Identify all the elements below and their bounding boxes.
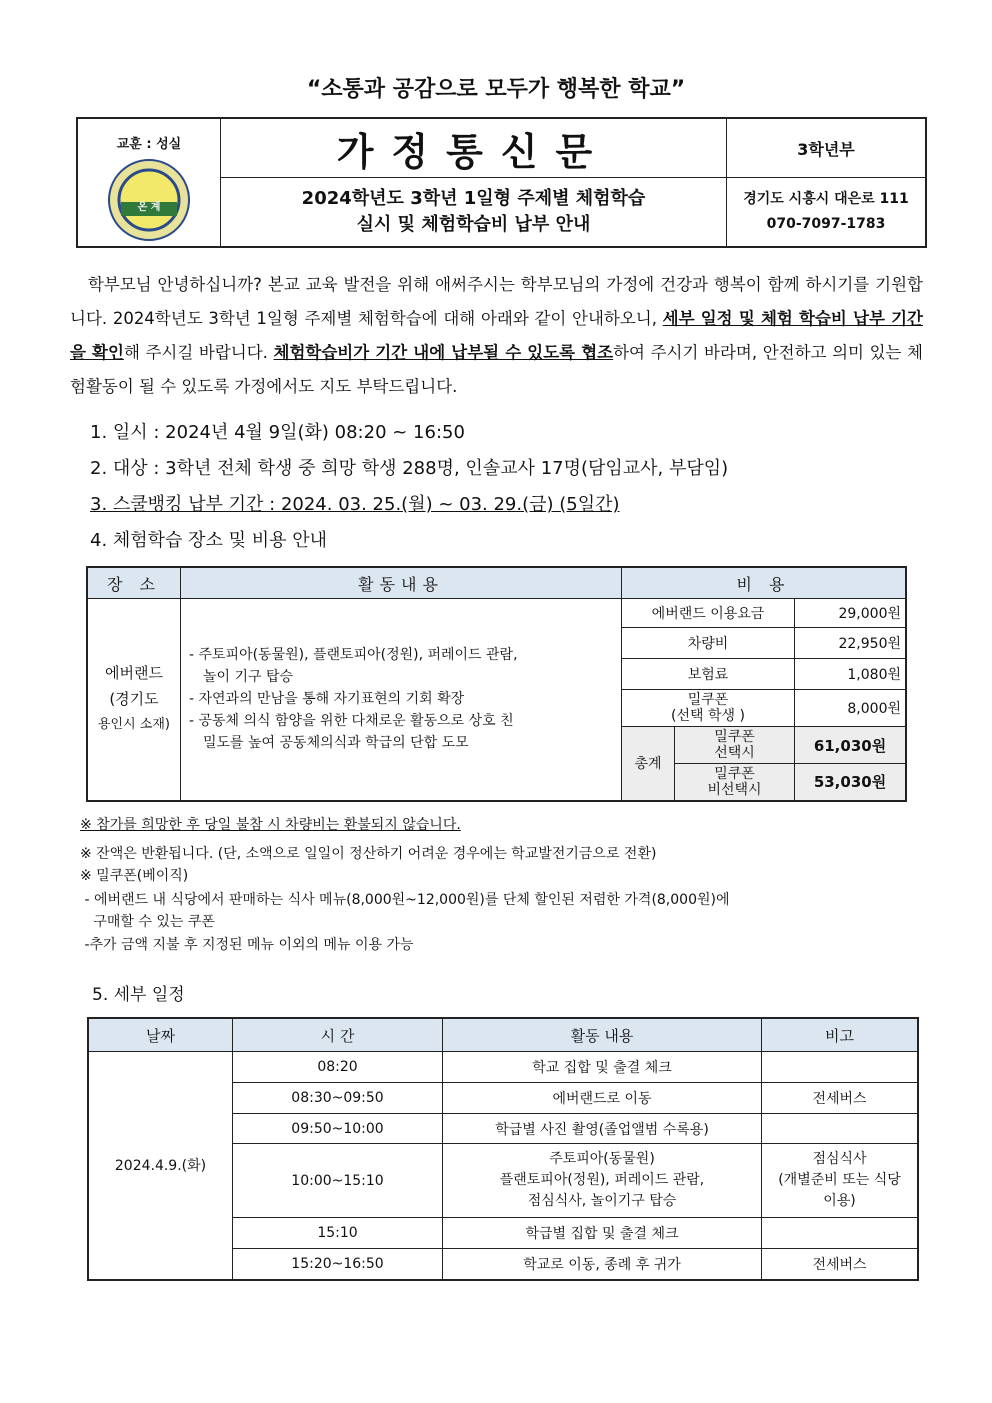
cost-label: 차량비 — [622, 628, 795, 659]
department-label: 3학년부 — [727, 118, 927, 178]
header-activities: 활동내용 — [181, 567, 622, 599]
row-activity: 학급별 사진 촬영(졸업앨범 수록용) — [443, 1114, 762, 1144]
cost-value: 8,000원 — [795, 690, 907, 727]
activity-line: 놀이 기구 탑승 — [203, 669, 294, 686]
school-motto-banner: “소통과 공감으로 모두가 행복한 학교” — [306, 77, 686, 102]
header-place: 장 소 — [87, 567, 181, 599]
total-option-label: 밀쿠폰 비선택시 — [675, 764, 795, 801]
total-value: 61,030원 — [795, 727, 907, 764]
activity-line: - 주토피아(동물원), 플랜토피아(정원), 퍼레이드 관람, — [189, 647, 518, 664]
subtitle-line1: 2024학년도 3학년 1일형 주제별 체험학습 — [301, 188, 646, 209]
note-meal-coupon: ※ 밀쿠폰(베이직) — [80, 868, 189, 884]
note-coupon-desc: - 에버랜드 내 식당에서 판매하는 식사 메뉴(8,000원~12,000원)를 단체 할인된 저렴한 가격(8,000원)에 — [80, 892, 730, 908]
logo-cell — [77, 118, 221, 247]
cost-label: 밀쿠폰 (선택 학생 ) — [622, 690, 795, 727]
place-line1: 에버랜드 — [105, 664, 163, 683]
row-time: 08:20 — [233, 1052, 443, 1083]
total-value: 53,030원 — [795, 764, 907, 801]
school-phone: 070-7097-1783 — [766, 216, 886, 232]
intro-text-1: 학부모님 안녕하십니까? 본교 교육 발전을 위해 애써주시는 학부모님의 가정에 건강과 행복이 함께 하시기를 기원합니다. 2024학년도 3학년 1일형 주제별 체험학습에 대해 아래와 같이 안내하오니, — [70, 275, 923, 328]
row-note: 전세버스 — [762, 1249, 919, 1280]
schedule-table — [87, 1017, 919, 1281]
activity-line: - 공동체 의식 함양을 위한 다채로운 활동으로 상호 친 — [189, 713, 514, 730]
note-refund: ※ 참가를 희망한 후 당일 불참 시 차량비는 환불되지 않습니다. — [80, 817, 461, 833]
intro-text-3: 하여 주시기 바라며, 안전하고 의미 있는 체험활동이 될 수 있도록 가정에서도 지도 부탁드립니다. — [70, 343, 923, 396]
row-time: 08:30~09:50 — [233, 1083, 443, 1114]
header-activity: 활동 내용 — [443, 1018, 762, 1052]
row-time: 15:10 — [233, 1218, 443, 1249]
item-target: 2. 대상 : 3학년 전체 학생 중 희망 학생 288명, 인솔교사 17명(담임교사, 부담임) — [90, 458, 729, 479]
cost-label: 보험료 — [622, 659, 795, 690]
header-time: 시 간 — [233, 1018, 443, 1052]
subtitle-line2: 실시 및 체험학습비 납부 안내 — [356, 214, 591, 235]
row-note: 전세버스 — [762, 1083, 919, 1114]
row-activity: 학교 집합 및 출결 체크 — [443, 1052, 762, 1083]
activity-line: 밀도를 높여 공동체의식과 학급의 단합 도모 — [203, 735, 469, 752]
item-place-cost: 4. 체험학습 장소 및 비용 안내 — [90, 530, 328, 551]
intro-paragraph — [70, 268, 923, 404]
school-emblem-icon — [107, 158, 191, 242]
row-note — [762, 1218, 919, 1249]
item-date: 1. 일시 : 2024년 4월 9일(화) 08:20 ~ 16:50 — [90, 422, 465, 443]
row-note — [762, 1052, 919, 1083]
place-line3: 용인시 소재) — [98, 717, 170, 733]
place-cell — [87, 599, 181, 801]
schedule-header — [88, 1018, 918, 1052]
cost-value: 1,080원 — [795, 659, 907, 690]
school-address: 경기도 시흥시 대은로 111 — [743, 191, 909, 207]
notice-subtitle — [221, 178, 727, 248]
school-motto: 교훈 : 성실 — [116, 137, 182, 152]
row-time: 15:20~16:50 — [233, 1249, 443, 1280]
row-activity: 학급별 집합 및 출결 체크 — [443, 1218, 762, 1249]
cost-value: 22,950원 — [795, 628, 907, 659]
activities-cell — [181, 599, 622, 801]
place-line2: (경기도 — [109, 690, 159, 709]
row-time: 10:00~15:10 — [233, 1144, 443, 1218]
newsletter-header — [76, 117, 927, 248]
item-payment-period: 3. 스쿨뱅킹 납부 기간 : 2024. 03. 25.(월) ~ 03. 29.(금) (5일간) — [90, 494, 620, 515]
cost-value: 29,000원 — [795, 599, 907, 628]
note-coupon-desc-cont: 구매할 수 있는 쿠폰 — [80, 914, 215, 930]
schedule-date: 2024.4.9.(화) — [88, 1052, 233, 1280]
header-cost: 비 용 — [622, 567, 907, 599]
total-label: 총계 — [622, 727, 675, 801]
activity-line: - 자연과의 만남을 통해 자기표현의 기회 확장 — [189, 691, 465, 708]
intro-emphasis-2: 체험학습비가 기간 내에 납부될 수 있도록 협조 — [273, 343, 614, 362]
note-balance: ※ 잔액은 반환됩니다. (단, 소액으로 일일이 정산하기 어려운 경우에는 학교발전기금으로 전환) — [80, 846, 657, 862]
logo-text: 온 계 — [137, 202, 161, 213]
total-option-label: 밀쿠폰 선택시 — [675, 727, 795, 764]
header-date: 날짜 — [88, 1018, 233, 1052]
row-time: 09:50~10:00 — [233, 1114, 443, 1144]
intro-emphasis-1: 세부 일정 및 체험 학습비 납부 기간을 확인 — [70, 309, 923, 362]
contact-cell — [727, 178, 927, 248]
note-extra-menu: -추가 금액 지불 후 지정된 메뉴 이외의 메뉴 이용 가능 — [80, 937, 414, 953]
row-activity: 에버랜드로 이동 — [443, 1083, 762, 1114]
header-note: 비고 — [762, 1018, 919, 1052]
table-row — [88, 1052, 918, 1083]
row-activity: 주토피아(동물원) 플랜토피아(정원), 퍼레이드 관람, 점심식사, 놀이기구 탑승 — [443, 1144, 762, 1218]
schedule-title: 5. 세부 일정 — [92, 985, 185, 1005]
row-note: 점심식사 (개별준비 또는 식당 이용) — [762, 1144, 919, 1218]
newsletter-title: 가정통신문 — [221, 118, 727, 178]
row-note — [762, 1114, 919, 1144]
cost-table-header — [87, 567, 906, 599]
cost-label: 에버랜드 이용요금 — [622, 599, 795, 628]
row-activity: 학교로 이동, 종례 후 귀가 — [443, 1249, 762, 1280]
intro-text-2: 해 주시길 바랍니다. — [123, 343, 274, 362]
cost-table — [86, 566, 907, 802]
